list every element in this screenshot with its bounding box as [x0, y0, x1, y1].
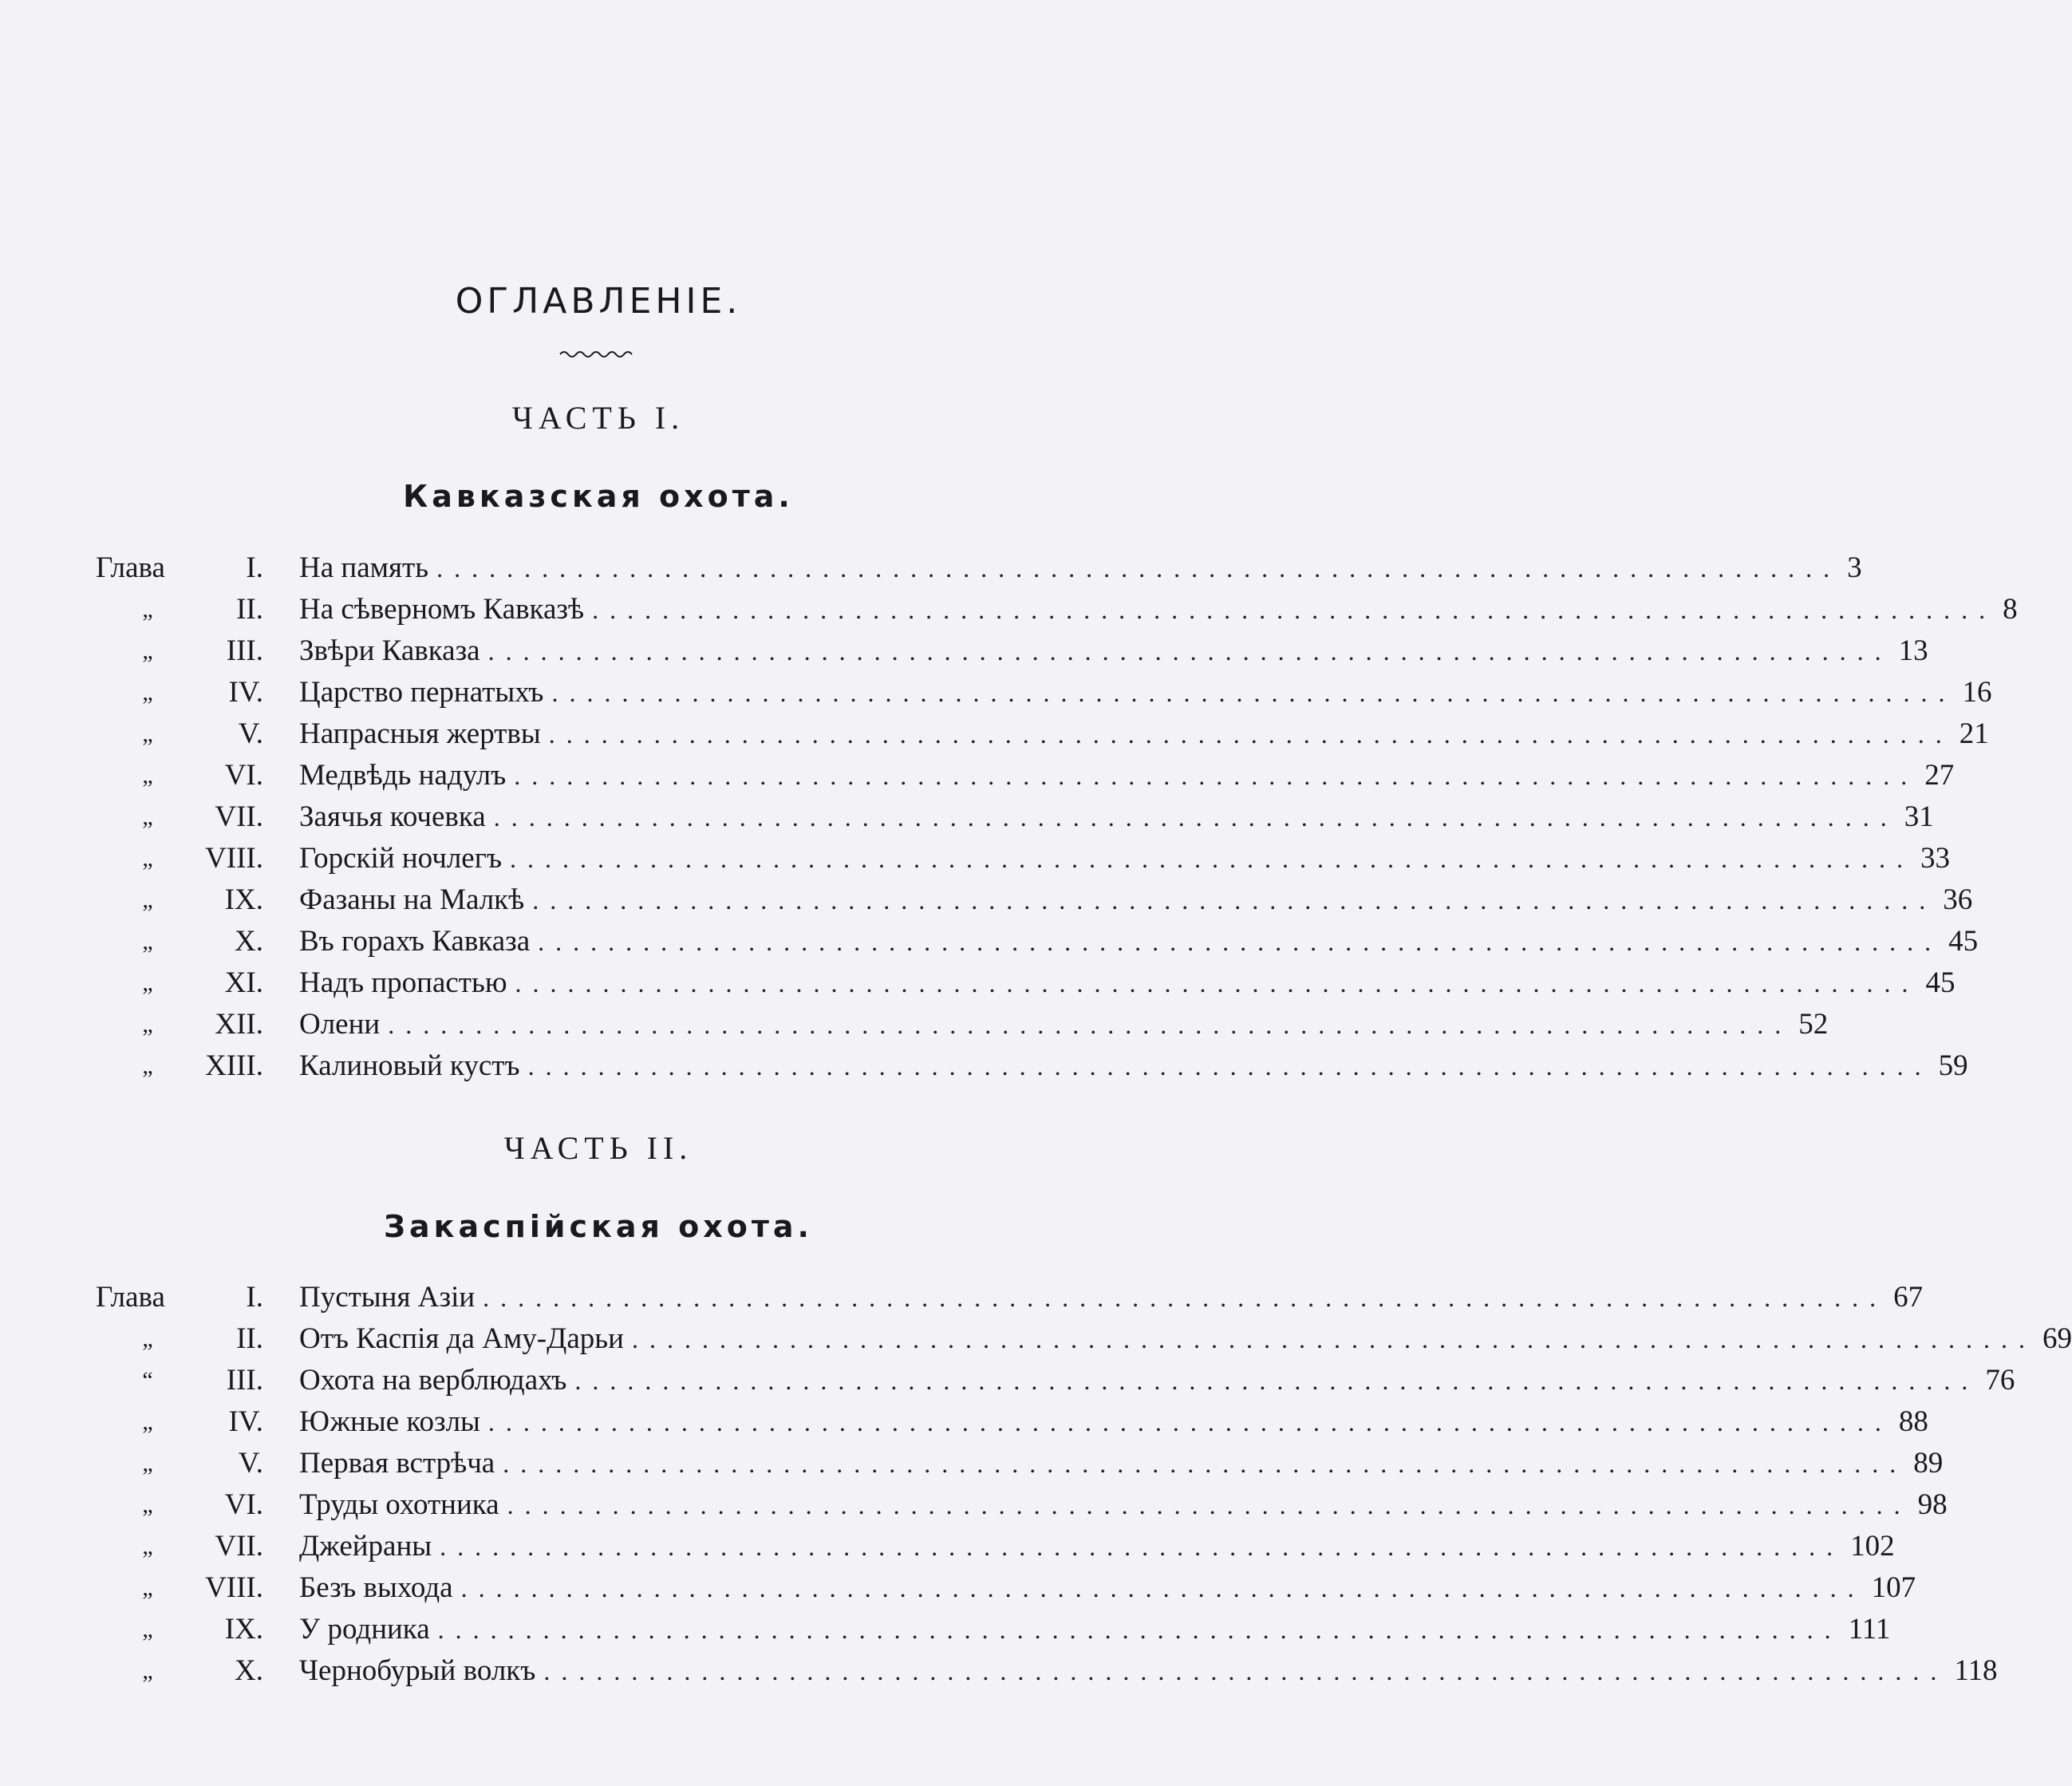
chapter-leader-line [299, 630, 1928, 672]
chapter-number: IX. [224, 883, 263, 916]
page-number: 76 [1985, 1364, 2015, 1397]
ditto-mark: „ [142, 1533, 153, 1559]
toc-entry [0, 713, 1989, 755]
toc-entry [0, 755, 1955, 796]
chapter-title: У родника [299, 1613, 430, 1646]
chapter-number: X. [235, 1654, 263, 1687]
dot-leader: ................................................................................ [487, 1408, 1892, 1436]
chapter-number: XII. [215, 1008, 263, 1041]
page-number: 31 [1904, 800, 1934, 833]
dot-leader: ................................................................................ [514, 761, 1919, 790]
chapter-number: XIII. [205, 1049, 263, 1082]
chapter-leader-line [299, 921, 1979, 962]
chapter-title: На сѣверномъ Кавказѣ [299, 593, 585, 626]
chapter-leader-line [299, 589, 2018, 630]
toc-entry [0, 838, 1951, 879]
chapter-number: III. [226, 1364, 263, 1397]
dot-leader: ................................................................................ [460, 1574, 1865, 1602]
ditto-mark: „ [142, 804, 153, 830]
chapter-leader-line [299, 713, 1989, 755]
ditto-mark: „ [142, 845, 153, 871]
page-number: 36 [1943, 883, 1973, 916]
toc-entry [0, 1045, 1968, 1087]
toc-entry [0, 672, 1992, 713]
chapter-title: Заячья кочевка [299, 800, 486, 833]
chapter-title: Южные козлы [299, 1405, 480, 1438]
toc-entry [0, 589, 2018, 630]
chapter-number: VI. [224, 1488, 263, 1521]
dot-leader: ................................................................................ [551, 678, 1956, 707]
toc-entry [0, 1277, 1924, 1318]
dot-leader: ................................................................................ [503, 1449, 1908, 1478]
dot-leader: ................................................................................ [527, 1052, 1932, 1081]
chapter-title: Напрасныя жертвы [299, 717, 541, 750]
dot-leader: ................................................................................ [487, 637, 1892, 666]
dot-leader: ................................................................................ [510, 844, 1915, 873]
chapter-leader-line [299, 1277, 1924, 1318]
chapter-title: Въ горахъ Кавказа [299, 925, 531, 958]
chapter-title: Первая встрѣча [299, 1447, 495, 1480]
dot-leader: ................................................................................ [388, 1010, 1793, 1039]
chapter-title: Труды охотника [299, 1488, 499, 1521]
dot-leader: ................................................................................ [631, 1325, 2036, 1353]
chapter-leader-line [299, 796, 1934, 838]
toc-entry [0, 1567, 1916, 1609]
dot-leader: ................................................................................ [493, 803, 1898, 832]
toc-entry [0, 1609, 1891, 1650]
dot-leader: ................................................................................ [436, 554, 1841, 583]
chapter-leader-line [299, 1484, 1948, 1526]
page-number: 52 [1798, 1008, 1829, 1041]
chapter-number: X. [235, 925, 263, 958]
page-number: 21 [1959, 717, 1989, 750]
chapter-leader-line [299, 1004, 1829, 1045]
chapter-title: Отъ Каспія да Аму-Дарьи [299, 1322, 624, 1355]
toc-entry [0, 1443, 1944, 1484]
chapter-title: Медвѣдь надулъ [299, 759, 507, 792]
chapter-number: IV. [228, 676, 263, 709]
chapter-number: I. [246, 1281, 263, 1314]
chapter-number: V. [238, 1447, 263, 1480]
chapter-title: На память [299, 551, 429, 584]
chapter-title: Охота на верблюдахъ [299, 1364, 567, 1397]
toc-entry [0, 796, 1934, 838]
chapter-word: Глава [96, 551, 165, 584]
toc-entry [0, 879, 1973, 921]
chapter-number: VIII. [205, 1571, 263, 1604]
dot-leader: ................................................................................ [548, 720, 1953, 749]
ditto-mark: „ [142, 1616, 153, 1642]
chapter-leader-line [299, 879, 1973, 921]
dot-leader: ................................................................................ [543, 1657, 1948, 1685]
chapter-title: Горскій ночлегъ [299, 842, 503, 875]
dot-leader: ................................................................................ [507, 1491, 1912, 1519]
page-number: 111 [1848, 1613, 1891, 1646]
ditto-mark: „ [142, 1450, 153, 1476]
part-2-label: ЧАСТЬ II. [503, 1130, 693, 1166]
chapter-leader-line [299, 1650, 1998, 1692]
page-title: ОГЛАВЛЕНІЕ. [455, 281, 742, 322]
toc-entry [0, 962, 1956, 1004]
chapter-number: VI. [224, 759, 263, 792]
page-number: 45 [1948, 925, 1979, 958]
chapter-number: V. [238, 717, 263, 750]
chapter-leader-line [299, 1526, 1895, 1567]
toc-entry [0, 1484, 1948, 1526]
toc-entry [0, 1318, 2072, 1360]
chapter-title: Калиновый кустъ [299, 1049, 520, 1082]
page-number: 59 [1938, 1049, 1968, 1082]
ditto-mark: „ [142, 638, 153, 664]
ditto-mark: „ [142, 596, 153, 622]
chapter-number: IV. [228, 1405, 263, 1438]
chapter-word: Глава [96, 1281, 165, 1314]
part-1-label: ЧАСТЬ I. [511, 400, 685, 436]
ditto-mark: „ [142, 887, 153, 913]
ditto-mark: „ [142, 1409, 153, 1435]
chapter-title: Надъ пропастью [299, 966, 507, 999]
chapter-leader-line [299, 1567, 1916, 1609]
dot-leader: ................................................................................ [538, 927, 1943, 956]
ditto-mark: „ [142, 1326, 153, 1352]
chapter-number: VII. [215, 800, 263, 833]
ditto-mark: „ [142, 1011, 153, 1037]
chapter-number: II. [236, 1322, 263, 1355]
ditto-mark: „ [142, 1575, 153, 1601]
ditto-mark: „ [142, 721, 153, 747]
chapter-leader-line [299, 1443, 1944, 1484]
toc-entry [0, 1360, 2015, 1401]
page-number: 3 [1847, 551, 1862, 584]
ditto-mark: „ [142, 970, 153, 996]
chapter-number: II. [236, 593, 263, 626]
chapter-number: XI. [224, 966, 263, 999]
ditto-mark: „ [142, 928, 153, 954]
ditto-mark: „ [142, 762, 153, 788]
dot-leader: ................................................................................ [592, 595, 1997, 624]
toc-entry [0, 1650, 1998, 1692]
dot-leader: ................................................................................ [532, 886, 1937, 915]
chapter-title: Фазаны на Малкѣ [299, 883, 525, 916]
page-number: 89 [1913, 1447, 1944, 1480]
chapter-number: III. [226, 634, 263, 667]
toc-entry [0, 921, 1979, 962]
chapter-title: Царство пернатыхъ [299, 676, 544, 709]
ditto-mark: „ [142, 679, 153, 705]
page-number: 98 [1917, 1488, 1948, 1521]
chapter-leader-line [299, 1401, 1928, 1443]
chapter-number: VII. [215, 1530, 263, 1563]
chapter-title: Безъ выхода [299, 1571, 453, 1604]
ditto-mark: “ [142, 1367, 153, 1393]
page-number: 67 [1893, 1281, 1924, 1314]
chapter-leader-line [299, 547, 1862, 589]
chapter-leader-line [299, 1045, 1968, 1087]
dot-leader: ................................................................................ [515, 969, 1920, 998]
page-number: 16 [1962, 676, 1992, 709]
page-number: 88 [1898, 1405, 1928, 1438]
dot-leader: ................................................................................ [483, 1283, 1888, 1312]
chapter-title: Звѣри Кавказа [299, 634, 480, 667]
chapter-leader-line [299, 838, 1951, 879]
chapter-leader-line [299, 672, 1992, 713]
part-1-section-title: Кавказская охота. [403, 479, 794, 514]
toc-entry [0, 547, 1862, 589]
chapter-title: Джейраны [299, 1530, 432, 1563]
chapter-title: Чернобурый волкъ [299, 1654, 536, 1687]
dot-leader: ................................................................................ [440, 1532, 1845, 1561]
page-number: 102 [1850, 1530, 1895, 1563]
title-ornament [558, 348, 638, 361]
chapter-number: VIII. [205, 842, 263, 875]
part-2-section-title: Закаспійская охота. [384, 1209, 813, 1244]
chapter-title: Олени [299, 1008, 381, 1041]
chapter-leader-line [299, 962, 1956, 1004]
toc-entry [0, 1401, 1928, 1443]
toc-entry [0, 1526, 1895, 1567]
ditto-mark: „ [142, 1492, 153, 1518]
page-number: 45 [1925, 966, 1956, 999]
chapter-title: Пустыня Азіи [299, 1281, 476, 1314]
dot-leader: ................................................................................ [574, 1366, 1979, 1395]
chapter-leader-line [299, 1609, 1891, 1650]
ditto-mark: „ [142, 1053, 153, 1079]
page-number: 8 [2003, 593, 2018, 626]
dot-leader: ................................................................................ [437, 1615, 1842, 1644]
ditto-mark: „ [142, 1658, 153, 1684]
chapter-number: I. [246, 551, 263, 584]
page-number: 27 [1924, 759, 1955, 792]
page-number: 13 [1898, 634, 1928, 667]
toc-entry [0, 630, 1928, 672]
chapter-leader-line [299, 1360, 2015, 1401]
page-number: 33 [1920, 842, 1951, 875]
page-number: 107 [1871, 1571, 1916, 1604]
chapter-number: IX. [224, 1613, 263, 1646]
toc-entry [0, 1004, 1829, 1045]
chapter-leader-line [299, 1318, 2072, 1360]
chapter-leader-line [299, 755, 1955, 796]
page-number: 69 [2042, 1322, 2072, 1355]
page-number: 118 [1954, 1654, 1998, 1687]
